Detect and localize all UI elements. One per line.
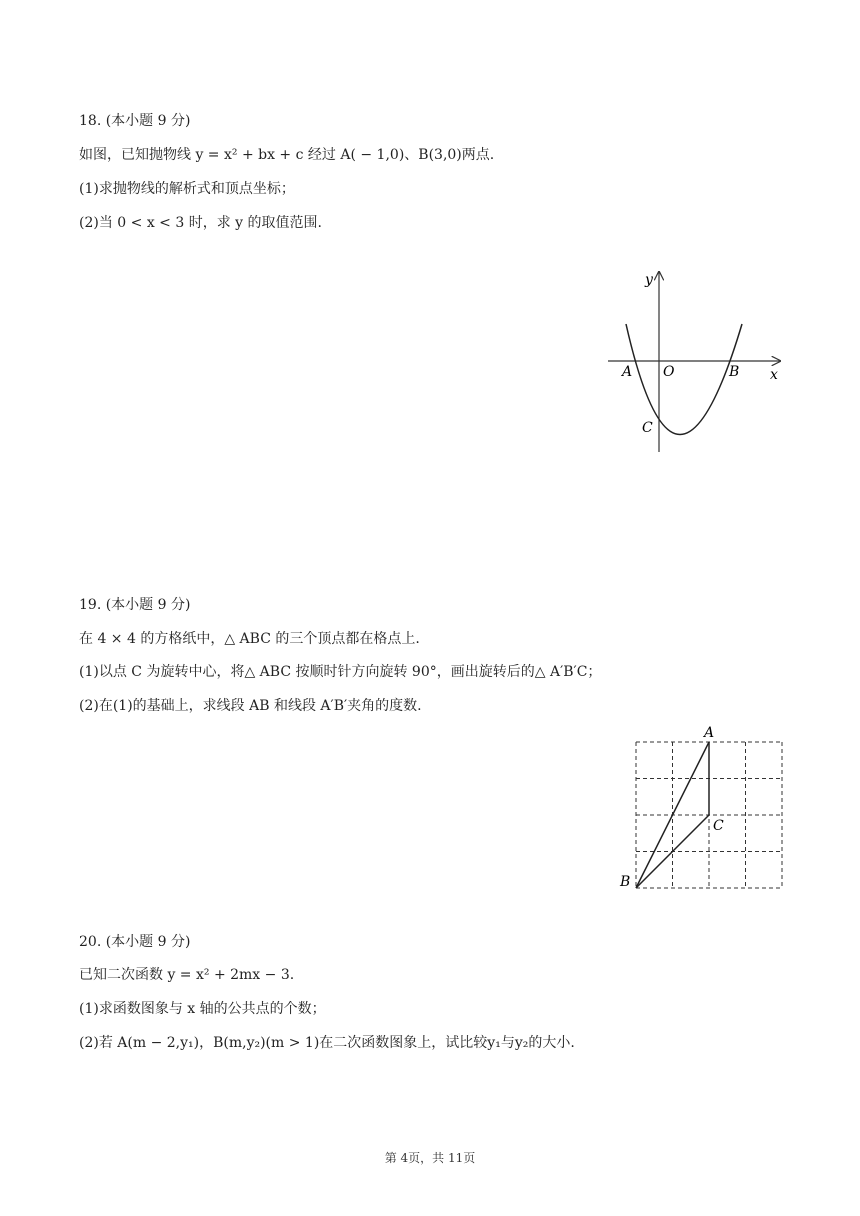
page-footer: 第 4页，共 11页 [384, 1151, 476, 1165]
parabola-curve [626, 324, 742, 435]
q18-part1: (1)求抛物线的解析式和顶点坐标； [79, 181, 295, 197]
q18-part2: (2)当 0 < x < 3 时，求 y 的取值范围. [79, 215, 322, 231]
label-A: A [704, 725, 715, 741]
q20-header: 20. (本小题 9 分) [79, 934, 191, 950]
label-y: y [645, 272, 653, 288]
label-C: C [713, 818, 724, 834]
q18-stem: 如图，已知抛物线 y = x² + bx + c 经过 A( − 1,0)、B(3,0)两点. [79, 147, 495, 163]
q19-stem: 在 4 × 4 的方格纸中，△ ABC 的三个顶点都在格点上. [79, 631, 420, 647]
q20-part2: (2)若 A(m − 2,y₁)，B(m,y₂)(m > 1)在二次函数图象上，试比较y₁与y₂的大小. [79, 1035, 575, 1051]
q19-header: 19. (本小题 9 分) [79, 597, 191, 613]
q18-header: 18. (本小题 9 分) [79, 113, 191, 129]
q18-parabola-figure [600, 262, 790, 462]
q19-grid-figure [616, 722, 792, 894]
label-C: C [642, 420, 653, 436]
label-x: x [770, 367, 778, 383]
q19-part2: (2)在(1)的基础上，求线段 AB 和线段 A′B′夹角的度数. [79, 698, 422, 714]
label-B: B [729, 364, 740, 380]
label-O: O [663, 364, 675, 380]
q19-part1: (1)以点 C 为旋转中心，将△ ABC 按顺时针方向旋转 90°，画出旋转后的△ A′B′C； [79, 664, 602, 680]
label-A: A [622, 364, 633, 380]
q20-part1: (1)求函数图象与 x 轴的公共点的个数； [79, 1001, 326, 1017]
q20-stem: 已知二次函数 y = x² + 2mx − 3. [79, 967, 295, 983]
label-B: B [620, 874, 631, 890]
